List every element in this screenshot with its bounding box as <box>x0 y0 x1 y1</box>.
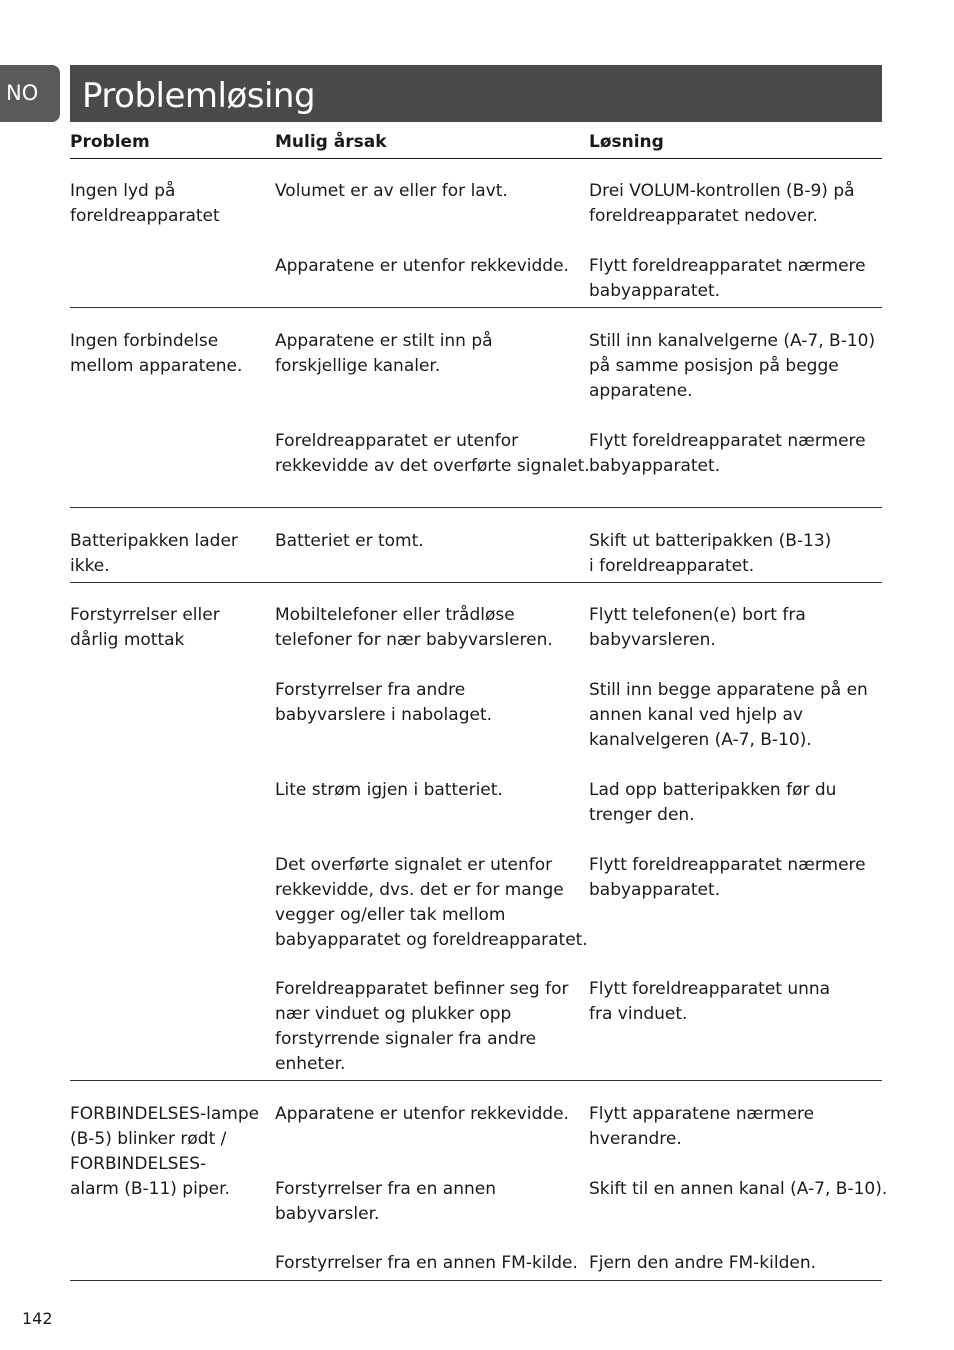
solution-cell: Flytt apparatene nærmere hverandre. <box>589 1104 815 1149</box>
language-tab: NO <box>0 65 60 122</box>
cause-cell: Forstyrrelser fra en annen babyvarsler. <box>275 1179 496 1224</box>
cause-cell: Forstyrrelser fra andre babyvarslere i nabolaget. <box>275 680 493 725</box>
row-divider <box>70 1080 882 1081</box>
cause-cell: Apparatene er utenfor rekkevidde. <box>275 256 569 276</box>
solution-cell: Fjern den andre FM-kilden. <box>589 1253 817 1273</box>
cause-cell: Det overførte signalet er utenfor rekkevidde, dvs. det er for mange vegger og/eller tak mellom babyapparatet og foreldreapparatet. <box>275 855 588 950</box>
title-bar <box>70 65 882 122</box>
solution-cell: Skift til en annen kanal (A-7, B-10). <box>589 1179 888 1199</box>
cause-cell: Batteriet er tomt. <box>275 531 424 551</box>
solution-cell: Flytt foreldreapparatet nærmere babyapparatet. <box>589 855 866 900</box>
problem-cell: Batteripakken lader ikke. <box>70 531 238 576</box>
solution-cell: Flytt foreldreapparatet nærmere babyapparatet. <box>589 431 866 476</box>
solution-cell: Lad opp batteripakken før du trenger den. <box>589 780 837 825</box>
solution-cell: Still inn kanalvelgerne (A-7, B-10) på samme posisjon på begge apparatene. <box>589 331 876 401</box>
cause-cell: Foreldreapparatet er utenfor rekkevidde av det overførte signalet. <box>275 431 590 476</box>
table-header <box>70 130 882 159</box>
solution-cell: Flytt foreldreapparatet unna fra vinduet. <box>589 979 831 1024</box>
cause-cell: Apparatene er utenfor rekkevidde. <box>275 1104 569 1124</box>
solution-cell: Flytt telefonen(e) bort fra babyvarsleren. <box>589 605 806 650</box>
page-title: Problemløsing <box>82 76 316 116</box>
row-divider <box>70 1280 882 1281</box>
header-problem: Problem <box>70 132 150 152</box>
problem-cell: Ingen lyd på foreldreapparatet <box>70 181 220 226</box>
cause-cell: Apparatene er stilt inn på forskjellige kanaler. <box>275 331 493 376</box>
header-cause: Mulig årsak <box>275 132 387 152</box>
row-divider <box>70 307 882 308</box>
problem-cell: Ingen forbindelse mellom apparatene. <box>70 331 243 376</box>
solution-cell: Still inn begge apparatene på en annen kanal ved hjelp av kanalvelgeren (A-7, B-10). <box>589 680 868 750</box>
solution-cell: Drei VOLUM-kontrollen (B-9) på foreldreapparatet nedover. <box>589 181 855 226</box>
cause-cell: Mobiltelefoner eller trådløse telefoner for nær babyvarsleren. <box>275 605 553 650</box>
header-solution: Løsning <box>589 132 664 152</box>
problem-cell: Forstyrrelser eller dårlig mottak <box>70 605 220 650</box>
problem-cell: FORBINDELSES-lampe (B-5) blinker rødt / FORBINDELSES- alarm (B-11) piper. <box>70 1104 260 1199</box>
cause-cell: Lite strøm igjen i batteriet. <box>275 780 503 800</box>
cause-cell: Forstyrrelser fra en annen FM-kilde. <box>275 1253 578 1273</box>
page-number: 142 <box>22 1309 53 1328</box>
cause-cell: Volumet er av eller for lavt. <box>275 181 508 201</box>
solution-cell: Flytt foreldreapparatet nærmere babyapparatet. <box>589 256 866 301</box>
solution-cell: Skift ut batteripakken (B-13) i foreldreapparatet. <box>589 531 832 576</box>
cause-cell: Foreldreapparatet befinner seg for nær vinduet og plukker opp forstyrrende signaler fra andre enheter. <box>275 979 569 1074</box>
row-divider <box>70 507 882 508</box>
row-divider <box>70 582 882 583</box>
